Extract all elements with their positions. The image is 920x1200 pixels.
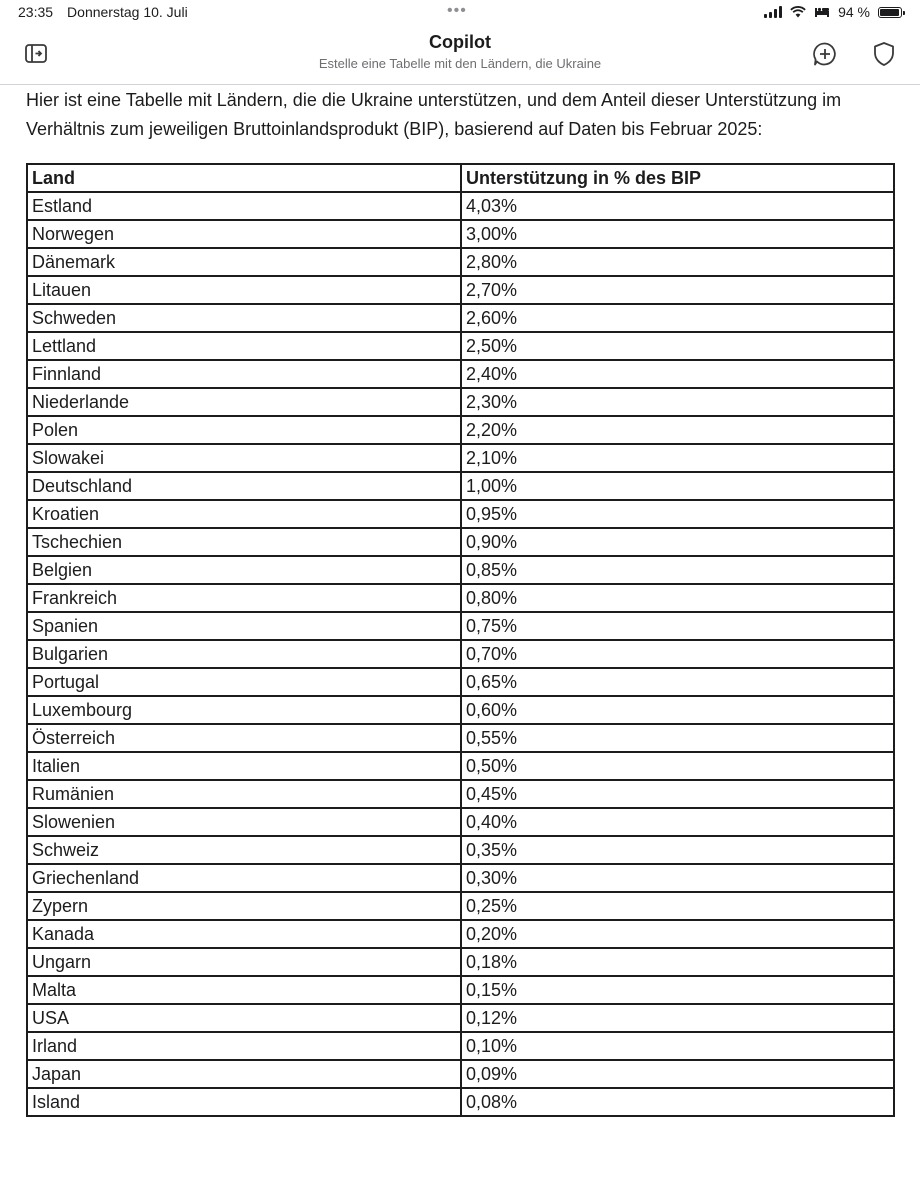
cell-country: Ungarn bbox=[27, 948, 461, 976]
table-row bbox=[27, 752, 894, 780]
multitasking-dots-icon[interactable]: ••• bbox=[447, 2, 467, 19]
support-table bbox=[26, 163, 895, 1117]
cell-country: Litauen bbox=[27, 276, 461, 304]
cell-country: Norwegen bbox=[27, 220, 461, 248]
column-header-support: Unterstützung in % des BIP bbox=[461, 164, 894, 192]
cell-support-percent: 0,25% bbox=[461, 892, 894, 920]
table-row bbox=[27, 948, 894, 976]
table-row bbox=[27, 724, 894, 752]
table-row bbox=[27, 920, 894, 948]
table-row bbox=[27, 808, 894, 836]
cell-support-percent: 2,30% bbox=[461, 388, 894, 416]
cell-country: Lettland bbox=[27, 332, 461, 360]
cell-support-percent: 2,60% bbox=[461, 304, 894, 332]
cell-support-percent: 0,60% bbox=[461, 696, 894, 724]
table-row bbox=[27, 220, 894, 248]
status-left bbox=[18, 4, 188, 20]
cell-support-percent: 3,00% bbox=[461, 220, 894, 248]
cell-support-percent: 2,10% bbox=[461, 444, 894, 472]
table-row bbox=[27, 640, 894, 668]
table-row bbox=[27, 612, 894, 640]
column-header-country: Land bbox=[27, 164, 461, 192]
cell-support-percent: 0,45% bbox=[461, 780, 894, 808]
cell-country: Rumänien bbox=[27, 780, 461, 808]
table-row bbox=[27, 276, 894, 304]
chat-message bbox=[26, 86, 896, 1117]
cell-country: Spanien bbox=[27, 612, 461, 640]
cell-country: Tschechien bbox=[27, 528, 461, 556]
cell-support-percent: 0,09% bbox=[461, 1060, 894, 1088]
nav-bar bbox=[0, 28, 920, 85]
cell-country: Dänemark bbox=[27, 248, 461, 276]
privacy-button[interactable] bbox=[870, 40, 898, 68]
cell-support-percent: 0,75% bbox=[461, 612, 894, 640]
table-row bbox=[27, 556, 894, 584]
cell-country: Estland bbox=[27, 192, 461, 220]
table-row bbox=[27, 304, 894, 332]
cell-country: Slowenien bbox=[27, 808, 461, 836]
table-row bbox=[27, 668, 894, 696]
cell-support-percent: 0,10% bbox=[461, 1032, 894, 1060]
cell-country: Niederlande bbox=[27, 388, 461, 416]
cell-country: Portugal bbox=[27, 668, 461, 696]
cell-support-percent: 2,40% bbox=[461, 360, 894, 388]
cell-support-percent: 0,55% bbox=[461, 724, 894, 752]
cell-support-percent: 2,80% bbox=[461, 248, 894, 276]
message-intro: Hier ist eine Tabelle mit Ländern, die die Ukraine unterstützen, und dem Anteil dieser Unterstützung im Verhältnis zum jeweiligen Bruttoinlandsprodukt (BIP), basierend auf Daten bis Februar 2025: bbox=[26, 90, 842, 139]
new-chat-button[interactable] bbox=[811, 40, 839, 68]
cell-support-percent: 0,15% bbox=[461, 976, 894, 1004]
cell-country: Irland bbox=[27, 1032, 461, 1060]
cell-country: Italien bbox=[27, 752, 461, 780]
cell-support-percent: 0,12% bbox=[461, 1004, 894, 1032]
cell-support-percent: 0,50% bbox=[461, 752, 894, 780]
cell-support-percent: 0,40% bbox=[461, 808, 894, 836]
status-time: 23:35 bbox=[18, 4, 54, 20]
cell-country: Malta bbox=[27, 976, 461, 1004]
cell-country: Belgien bbox=[27, 556, 461, 584]
cell-country: Griechenland bbox=[27, 864, 461, 892]
cell-support-percent: 0,80% bbox=[461, 584, 894, 612]
table-row bbox=[27, 584, 894, 612]
table-row bbox=[27, 360, 894, 388]
cell-country: Zypern bbox=[27, 892, 461, 920]
table-row bbox=[27, 1088, 894, 1116]
table-row bbox=[27, 416, 894, 444]
cell-country: Island bbox=[27, 1088, 461, 1116]
sleep-icon bbox=[814, 6, 830, 18]
cell-support-percent: 4,03% bbox=[461, 192, 894, 220]
table-row bbox=[27, 472, 894, 500]
cell-country: Schweden bbox=[27, 304, 461, 332]
table-row bbox=[27, 332, 894, 360]
table-row bbox=[27, 976, 894, 1004]
battery-icon bbox=[878, 7, 902, 18]
table-row bbox=[27, 780, 894, 808]
status-right bbox=[764, 4, 902, 20]
cell-support-percent: 2,20% bbox=[461, 416, 894, 444]
cell-country: USA bbox=[27, 1004, 461, 1032]
table-row bbox=[27, 248, 894, 276]
cell-country: Kanada bbox=[27, 920, 461, 948]
cell-country: Japan bbox=[27, 1060, 461, 1088]
cell-support-percent: 2,50% bbox=[461, 332, 894, 360]
table-row bbox=[27, 696, 894, 724]
cell-support-percent: 0,85% bbox=[461, 556, 894, 584]
cell-country: Deutschland bbox=[27, 472, 461, 500]
table-header-row bbox=[27, 164, 894, 192]
cell-country: Frankreich bbox=[27, 584, 461, 612]
cell-support-percent: 1,00% bbox=[461, 472, 894, 500]
table-row bbox=[27, 1004, 894, 1032]
status-bar bbox=[0, 0, 920, 28]
battery-fill bbox=[880, 9, 899, 16]
cell-support-percent: 0,70% bbox=[461, 640, 894, 668]
cell-support-percent: 0,30% bbox=[461, 864, 894, 892]
cell-support-percent: 0,95% bbox=[461, 500, 894, 528]
table-row bbox=[27, 444, 894, 472]
table-row bbox=[27, 836, 894, 864]
cell-support-percent: 0,35% bbox=[461, 836, 894, 864]
cell-country: Schweiz bbox=[27, 836, 461, 864]
table-row bbox=[27, 1060, 894, 1088]
cell-support-percent: 2,70% bbox=[461, 276, 894, 304]
table-body bbox=[27, 192, 894, 1116]
page-title: Copilot bbox=[429, 32, 491, 52]
cell-support-percent: 0,20% bbox=[461, 920, 894, 948]
cell-support-percent: 0,18% bbox=[461, 948, 894, 976]
table-row bbox=[27, 1032, 894, 1060]
table-row bbox=[27, 500, 894, 528]
cell-country: Kroatien bbox=[27, 500, 461, 528]
signal-icon bbox=[764, 6, 782, 18]
cell-support-percent: 0,08% bbox=[461, 1088, 894, 1116]
status-date: Donnerstag 10. Juli bbox=[67, 4, 188, 20]
cell-country: Polen bbox=[27, 416, 461, 444]
table-row bbox=[27, 528, 894, 556]
cell-support-percent: 0,90% bbox=[461, 528, 894, 556]
page-subtitle: Estelle eine Tabelle mit den Ländern, die Ukraine bbox=[318, 56, 602, 71]
table-row bbox=[27, 388, 894, 416]
cell-country: Luxembourg bbox=[27, 696, 461, 724]
cell-country: Slowakei bbox=[27, 444, 461, 472]
table-row bbox=[27, 864, 894, 892]
cell-country: Finnland bbox=[27, 360, 461, 388]
new-chat-icon bbox=[812, 41, 838, 67]
table-row bbox=[27, 192, 894, 220]
cell-country: Österreich bbox=[27, 724, 461, 752]
wifi-icon bbox=[790, 6, 806, 18]
shield-icon bbox=[872, 41, 896, 67]
cell-country: Bulgarien bbox=[27, 640, 461, 668]
battery-percent: 94 % bbox=[838, 4, 870, 20]
table-row bbox=[27, 892, 894, 920]
cell-support-percent: 0,65% bbox=[461, 668, 894, 696]
